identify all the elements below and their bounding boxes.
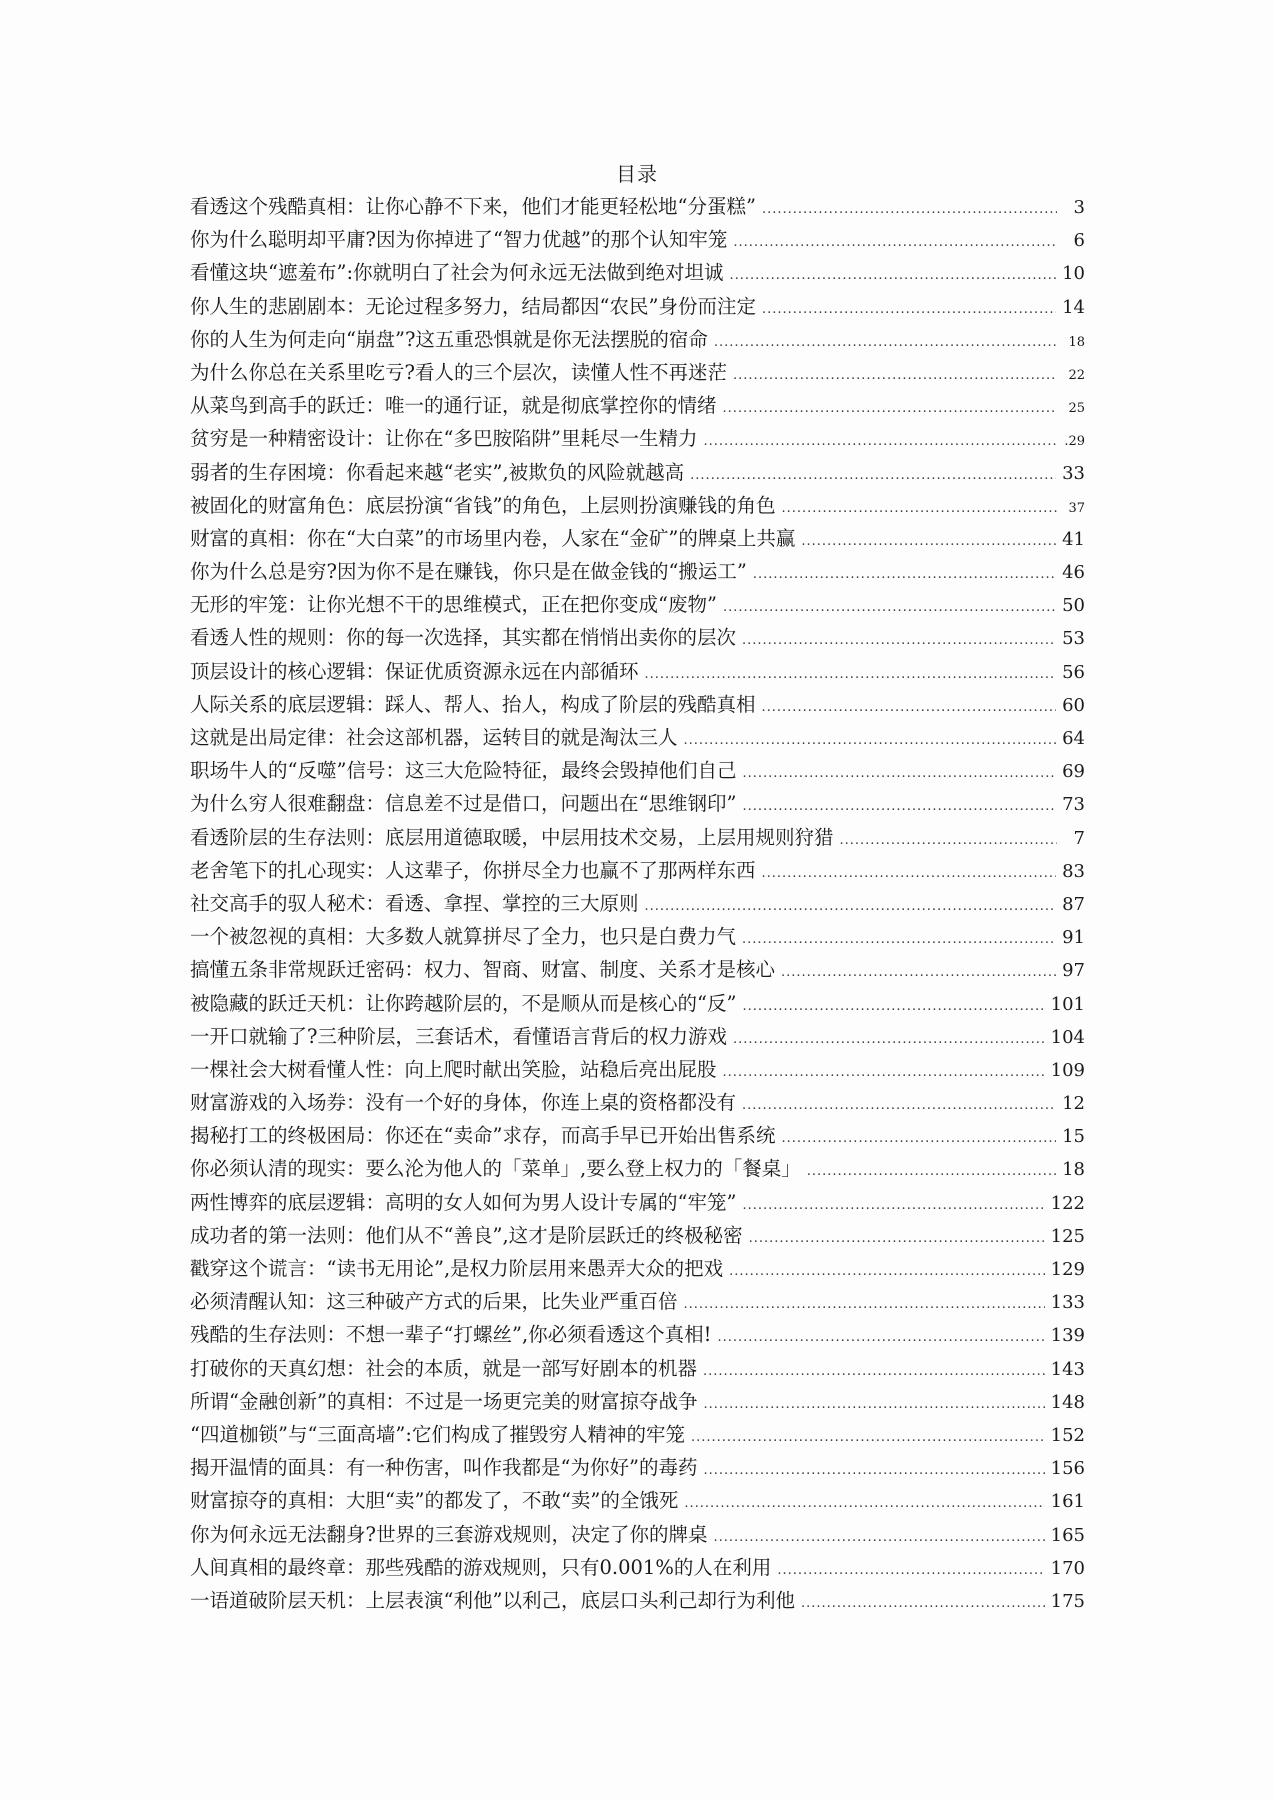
toc-entry[interactable] [190,1584,1085,1617]
toc-entry-title: “四道枷锁”与“三面高墙”:它们构成了摧毁穷人精神的牢笼 [190,1422,685,1446]
toc-entry-page-number: 156 [1050,1458,1085,1480]
dot-leader [730,259,1057,292]
toc-entry-title: 一开口就输了?三种阶层，三套话术，看懂语言背后的权力游戏 [190,1024,727,1048]
toc-entry-page-number: 22 [1068,367,1085,383]
toc-entry[interactable] [190,256,1085,289]
toc-entry-title: 被固化的财富角色：底层扮演“省钱”的角色，上层则扮演赚钱的角色 [190,493,776,517]
toc-entry-page-number: 60 [1062,694,1085,716]
dot-leader [742,923,1056,956]
toc-entry-title: 顶层设计的核心逻辑：保证优质资源永远在内部循环 [190,659,639,683]
toc-entry-title: 你为何永远无法翻身?世界的三套游戏规则，决定了你的牌桌 [190,1522,708,1546]
toc-entry-title: 戳穿这个谎言：“读书无用论”,是权力阶层用来愚弄大众的把戏 [190,1257,724,1280]
toc-entry[interactable] [190,1152,1085,1185]
dot-leader [723,591,1056,624]
toc-entry-page-number: 165 [1050,1524,1085,1546]
toc-entry[interactable] [190,1219,1085,1252]
toc-entry-page-number: 50 [1062,595,1085,617]
dot-leader [733,1023,1045,1056]
toc-entry[interactable] [190,1451,1085,1484]
toc-entry-page-number: 83 [1062,860,1085,882]
toc-entry[interactable] [190,1119,1085,1152]
toc-entry-title: 你为什么聪明却平庸?因为你掉进了“智力优越”的那个认知牢笼 [190,228,728,252]
toc-entry[interactable] [190,555,1085,588]
toc-entry-page-number: 91 [1062,927,1085,949]
toc-entry-page-number: 33 [1062,462,1085,484]
dot-leader [742,1189,1044,1222]
toc-entry[interactable] [190,1551,1085,1584]
toc-entry[interactable] [190,456,1085,489]
toc-entry-title: 财富掠夺的真相：大胆“卖”的都发了，不敢“卖”的全饿死 [190,1489,679,1513]
toc-entry[interactable] [190,422,1085,455]
dot-leader [742,624,1056,657]
toc-entry-title: 无形的牢笼：让你光想不干的思维模式，正在把你变成“废物” [190,593,717,617]
dot-leader [723,392,1057,425]
toc-entry-page-number: 18 [1068,334,1085,350]
toc-entry-page-number: 175 [1050,1590,1085,1612]
toc-entry-title: 两性博弈的底层逻辑：高明的女人如何为男人设计专属的“牢笼” [190,1190,737,1214]
toc-entry[interactable] [190,854,1085,887]
toc-entry-title: 看透人性的规则：你的每一次选择，其实都在悄悄出卖你的层次 [190,626,737,650]
toc-entry-title: 一个被忽视的真相：大多数人就算拼尽了全力，也只是白费力气 [190,925,737,949]
toc-entry[interactable] [190,1252,1085,1285]
toc-entry-page-number: 12 [1062,1093,1085,1115]
toc-entry-title: 残酷的生存法则：不想一辈子“打螺丝”,你必须看透这个真相! [190,1323,712,1347]
toc-entry-page-number: 56 [1062,661,1085,683]
toc-entry-page-number: 6 [1073,230,1085,252]
dot-leader [703,1355,1045,1388]
toc-entry-page-number: 37 [1068,500,1085,516]
dot-leader [840,824,1057,857]
dot-leader [762,691,1057,724]
toc-entry-title: 从菜鸟到高手的跃迁：唯一的通行证，就是彻底掌控你的情绪 [190,394,717,418]
toc-entry-title: 贫穷是一种精密设计：让你在“多巴胺陷阱”里耗尽一生精力 [190,427,698,451]
toc-entry[interactable] [190,290,1085,323]
toc-entry-title: 老舍笔下的扎心现实：人这辈子，你拼尽全力也赢不了那两样东西 [190,858,756,882]
toc-entry-page-number: 133 [1050,1292,1085,1314]
dot-leader [801,525,1056,558]
toc-list [190,190,1085,1617]
toc-entry-page-number: 109 [1050,1059,1085,1081]
toc-entry[interactable] [190,223,1085,256]
toc-entry-title: 你的人生为何走向“崩盘”?这五重恐惧就是你无法摆脱的宿命 [190,327,708,351]
toc-entry[interactable] [190,356,1085,389]
dot-leader [729,1255,1045,1288]
toc-entry-title: 财富游戏的入场券：没有一个好的身体，你连上桌的资格都没有 [190,1091,737,1115]
toc-entry-title: 人间真相的最终章：那些残酷的游戏规则，只有0.001%的人在利用 [190,1555,772,1579]
toc-entry[interactable] [190,1385,1085,1418]
dot-leader [645,658,1057,691]
dot-leader [645,890,1057,923]
dot-leader [723,1056,1045,1089]
dot-leader [742,757,1056,790]
toc-entry-page-number: 143 [1050,1358,1085,1380]
dot-leader [762,857,1057,890]
toc-entry[interactable] [190,655,1085,688]
toc-entry-title: 看透这个残酷真相：让你心静不下来，他们才能更轻松地“分蛋糕” [190,195,756,218]
toc-entry-page-number: 46 [1062,562,1085,584]
toc-entry-page-number: 125 [1050,1225,1085,1247]
toc-entry[interactable] [190,1053,1085,1086]
dot-leader [742,990,1044,1023]
toc-entry-title: 财富的真相：你在“大白菜”的市场里内卷，人家在“金矿”的牌桌上共赢 [190,526,796,550]
toc-entry[interactable] [190,920,1085,953]
toc-entry[interactable] [190,1518,1085,1551]
dot-leader [703,425,1057,458]
toc-entry[interactable] [190,323,1085,356]
toc-entry-page-number: 18 [1062,1159,1085,1181]
toc-entry-title: 必须清醒认知：这三种破产方式的后果，比失业严重百倍 [190,1290,678,1314]
toc-entry-page-number: 64 [1062,728,1085,749]
dot-leader [714,326,1057,359]
toc-entry-page-number: 97 [1062,960,1085,982]
toc-entry[interactable] [190,953,1085,986]
toc-entry-page-number: 148 [1050,1391,1085,1413]
toc-entry-page-number: 14 [1062,296,1085,318]
dot-leader [749,1222,1045,1255]
toc-entry[interactable] [190,1086,1085,1119]
toc-entry-title: 看透阶层的生存法则：底层用道德取暖，中层用技术交易，上层用规则狩猎 [190,825,834,849]
dot-leader [807,1155,1056,1188]
toc-entry-title: 职场牛人的“反噬”信号：这三大危险特征，最终会毁掉他们自己 [190,759,737,783]
toc-entry-page-number: 73 [1062,794,1085,816]
toc-entry-title: 被隐藏的跃迁天机：让你跨越阶层的，不是顺从而是核心的“反” [190,991,737,1015]
toc-entry-title: 社交高手的驭人秘术：看透、拿捏、掌控的三大原则 [190,891,639,915]
toc-entry-page-number: 7 [1073,827,1085,849]
toc-entry[interactable] [190,787,1085,820]
toc-entry-title: 你为什么总是穷?因为你不是在赚钱，你只是在做金钱的“搬运工” [190,560,747,584]
toc-entry-title: 所谓“金融创新”的真相：不过是一场更完美的财富掠夺战争 [190,1389,698,1413]
dot-leader [762,193,1057,226]
toc-entry-page-number: 152 [1050,1424,1085,1446]
toc-entry[interactable] [190,389,1085,422]
toc-entry-title: 弱者的生存困境：你看起来越“老实”,被欺负的风险就越高 [190,460,685,484]
toc-entry-page-number: 41 [1062,528,1085,550]
dot-leader [781,492,1057,525]
dot-leader [733,226,1057,259]
toc-entry[interactable] [190,721,1085,754]
toc-entry-page-number: 170 [1050,1557,1085,1579]
toc-entry[interactable] [190,688,1085,721]
toc-entry-page-number: 3 [1073,197,1085,218]
dot-leader [762,293,1056,326]
toc-entry-page-number: 129 [1050,1259,1085,1280]
toc-entry[interactable] [190,1418,1085,1451]
dot-leader [703,1454,1044,1487]
dot-leader [781,1122,1056,1155]
toc-entry-page-number: 161 [1050,1491,1085,1513]
toc-entry-title: 一语道破阶层天机：上层表演“利他”以利己，底层口头利己却行为利他 [190,1588,795,1612]
toc-entry-title: 搞懂五条非常规跃迁密码：权力、智商、财富、制度、关系才是核心 [190,958,776,982]
toc-entry-page-number: 53 [1062,628,1085,650]
toc-entry-title: 人际关系的底层逻辑：踩人、帮人、抬人，构成了阶层的残酷真相 [190,692,756,716]
toc-entry-title: 为什么穷人很难翻盘：信息差不过是借口，问题出在“思维钢印” [190,792,737,816]
toc-entry[interactable] [190,754,1085,787]
toc-entry-title: 看懂这块“遮羞布”:你就明白了社会为何永远无法做到绝对坦诚 [190,261,724,285]
dot-leader [733,359,1057,392]
toc-entry[interactable] [190,1020,1085,1053]
toc-entry[interactable] [190,1285,1085,1318]
dot-leader [690,459,1056,492]
dot-leader [753,558,1056,591]
toc-entry-page-number: 10 [1062,263,1085,285]
toc-entry[interactable] [190,588,1085,621]
toc-entry[interactable] [190,1318,1085,1351]
dot-leader [742,1089,1056,1122]
toc-entry[interactable] [190,621,1085,654]
toc-entry[interactable] [190,987,1085,1020]
toc-entry-page-number: .29 [1064,434,1085,450]
toc-title: 目录 [616,162,658,186]
toc-entry-title: 揭开温情的面具：有一种伤害，叫作我都是“为你好”的毒药 [190,1456,698,1480]
toc-entry-page-number: 25 [1068,401,1085,417]
dot-leader [684,1288,1045,1321]
toc-entry-page-number: 104 [1050,1026,1085,1048]
toc-entry-title: 一棵社会大树看懂人性：向上爬时献出笑脸，站稳后亮出屁股 [190,1057,717,1081]
toc-entry-page-number: 87 [1062,893,1085,915]
toc-entry[interactable] [190,887,1085,920]
toc-entry-title: 成功者的第一法则：他们从不“善良”,这才是阶层跃迁的终极秘密 [190,1223,743,1247]
dot-leader [684,1487,1044,1520]
toc-entry[interactable] [190,1186,1085,1219]
toc-entry[interactable] [190,522,1085,555]
toc-entry-title: 你人生的悲剧剧本：无论过程多努力，结局都因“农民”身份而注定 [190,294,756,318]
toc-entry-title: 打破你的天真幻想：社会的本质，就是一部写好剧本的机器 [190,1356,698,1380]
dot-leader [684,724,1057,757]
toc-entry-title: 你必须认清的现实：要么沦为他人的「菜单」,要么登上权力的「餐桌」 [190,1157,801,1181]
dot-leader [713,1521,1044,1554]
toc-entry-page-number: 139 [1050,1325,1085,1347]
dot-leader [742,790,1056,823]
dot-leader [717,1321,1044,1354]
dot-leader [703,1388,1044,1421]
toc-entry-page-number: 122 [1050,1192,1085,1214]
toc-entry[interactable] [190,1484,1085,1517]
toc-entry-title: 这就是出局定律：社会这部机器，运转目的就是淘汰三人 [190,726,678,749]
dot-leader [777,1554,1044,1587]
toc-entry-title: 为什么你总在关系里吃亏?看人的三个层次，读懂人性不再迷茫 [190,360,727,384]
toc-entry[interactable] [190,190,1085,223]
toc-entry-title: 揭秘打工的终极困局：你还在“卖命”求存，而高手早已开始出售系统 [190,1124,776,1148]
toc-entry-page-number: 15 [1062,1126,1085,1148]
toc-entry[interactable] [190,821,1085,854]
dot-leader [691,1421,1045,1454]
toc-entry-page-number: 101 [1050,993,1085,1015]
toc-entry[interactable] [190,1352,1085,1385]
dot-leader [781,956,1056,989]
toc-entry[interactable] [190,489,1085,522]
toc-entry-page-number: 69 [1062,761,1085,783]
dot-leader [801,1587,1045,1620]
